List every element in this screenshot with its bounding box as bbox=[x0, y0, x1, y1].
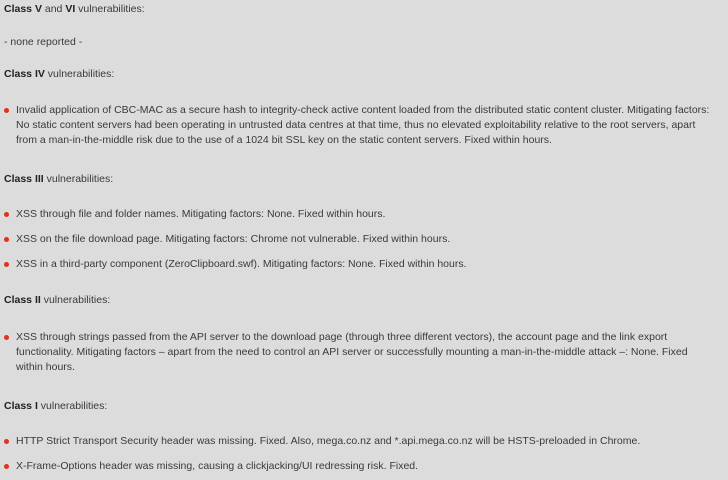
bullet-icon bbox=[4, 335, 9, 340]
bullet-icon bbox=[4, 262, 9, 267]
list-item bbox=[4, 434, 716, 449]
bullet-icon bbox=[4, 108, 9, 113]
list-item bbox=[4, 330, 716, 375]
class-number: IV bbox=[34, 68, 45, 80]
list-item bbox=[4, 207, 716, 222]
list-item-text: XSS in a third-party component (ZeroClipboard.swf). Mitigating factors: None. Fixed within hours. bbox=[16, 258, 467, 270]
bullet-icon bbox=[4, 439, 9, 444]
class-number: VI bbox=[65, 3, 76, 15]
bullet-icon bbox=[4, 237, 9, 242]
list-item-text: HTTP Strict Transport Security header was missing. Fixed. Also, mega.co.nz and *.api.mega.co.nz will be HSTS-preloaded in Chrome. bbox=[16, 435, 641, 447]
list-item-text: X-Frame-Options header was missing, causing a clickjacking/UI redressing risk. Fixed. bbox=[16, 460, 419, 472]
class-number: III bbox=[34, 173, 44, 185]
class-word: Class bbox=[4, 68, 35, 80]
and-word: and bbox=[41, 3, 66, 15]
class-number: II bbox=[34, 294, 41, 306]
class-i-heading bbox=[4, 399, 107, 414]
heading-suffix: vulnerabilities: bbox=[43, 173, 114, 185]
list-item-text: Invalid application of CBC-MAC as a secure hash to integrity-check active content loaded from the distributed static content cluster. Mitigating factors: No static content servers had been operating in untrusted data centres at that time, thus no elevated exploitability relative to the root servers, apart from a man-in-the-middle risk due to the use of a 1024 bit SSL key on the static content servers. Fixed within hours. bbox=[16, 104, 710, 146]
heading-suffix: vulnerabilities: bbox=[37, 400, 108, 412]
list-item bbox=[4, 232, 716, 247]
list-item-text: XSS through file and folder names. Mitigating factors: None. Fixed within hours. bbox=[16, 208, 386, 220]
heading-suffix: vulnerabilities: bbox=[44, 68, 115, 80]
class-word: Class bbox=[4, 173, 35, 185]
class-word: Class bbox=[4, 294, 35, 306]
bullet-icon bbox=[4, 212, 9, 217]
list-item-text: XSS through strings passed from the API server to the download page (through three different vectors), the account page and the link export functionality. Mitigating factors – apart from the need to control an API server or successfully mounting a man-in-the-middle attack –: None. Fixed within hours. bbox=[16, 331, 688, 373]
list-item bbox=[4, 459, 716, 474]
class-word: Class bbox=[4, 400, 35, 412]
class-ii-heading bbox=[4, 293, 110, 308]
class-number: V bbox=[34, 3, 42, 15]
class-word: Class bbox=[4, 3, 35, 15]
class-iv-heading bbox=[4, 67, 114, 82]
list-item bbox=[4, 103, 716, 148]
class-iii-heading bbox=[4, 172, 113, 187]
class-v-vi-heading bbox=[4, 2, 145, 17]
heading-suffix: vulnerabilities: bbox=[75, 3, 145, 15]
heading-suffix: vulnerabilities: bbox=[40, 294, 111, 306]
none-reported-note: - none reported - bbox=[4, 36, 83, 48]
bullet-icon bbox=[4, 464, 9, 469]
list-item bbox=[4, 257, 716, 272]
class-number: I bbox=[34, 400, 38, 412]
list-item-text: XSS on the file download page. Mitigating factors: Chrome not vulnerable. Fixed within hours. bbox=[16, 233, 451, 245]
